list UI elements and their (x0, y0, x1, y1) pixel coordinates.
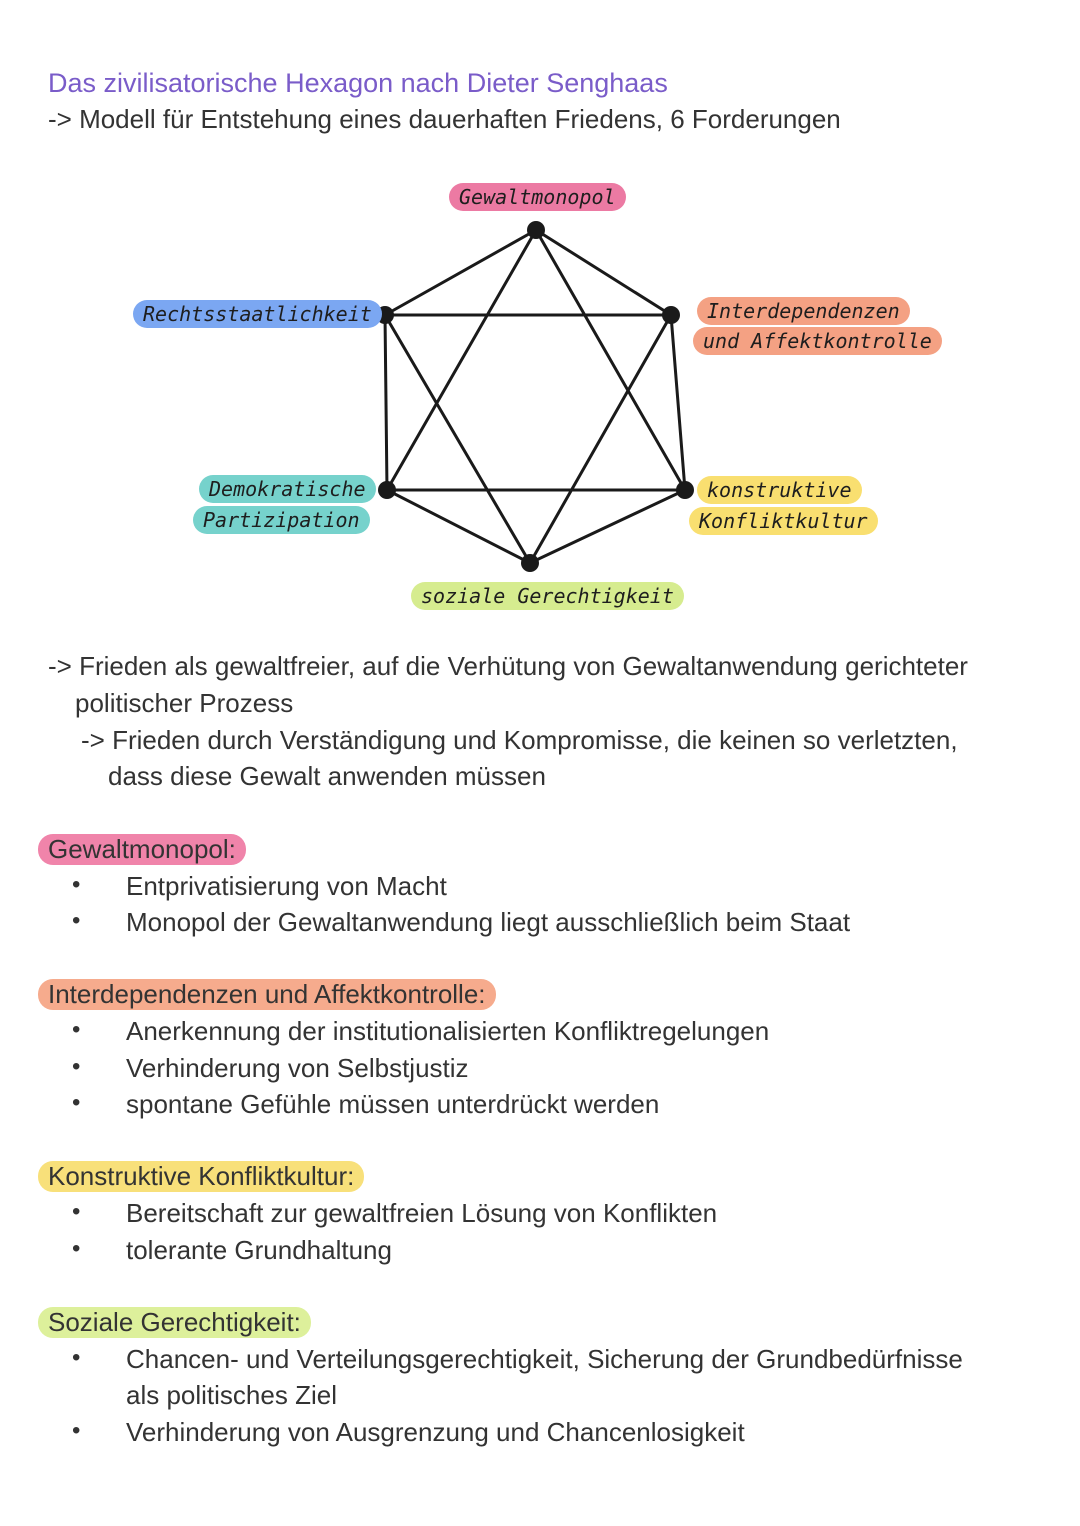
section-heading-konfliktkultur: Konstruktive Konfliktkultur: (38, 1161, 364, 1192)
node-lower-right (676, 481, 694, 499)
node-bottom (521, 554, 539, 572)
triangle-edge (536, 230, 685, 490)
section-heading-soziale-gerechtigkeit: Soziale Gerechtigkeit: (38, 1307, 311, 1338)
hexagon-diagram (0, 170, 1080, 630)
node-lower-left (378, 481, 396, 499)
hexagon-edge (536, 230, 671, 315)
list-item: • tolerante Grundhaltung (126, 1235, 392, 1266)
label-konstruktive: konstruktive (697, 476, 862, 504)
label-konfliktkultur: Konfliktkultur (689, 507, 878, 535)
hexagon-edge (671, 315, 685, 490)
intro-line: -> Frieden durch Verständigung und Kompromisse, die keinen so verletzten, (81, 725, 958, 755)
page-title: Das zivilisatorische Hexagon nach Dieter Senghaas (48, 68, 668, 98)
intro-line: -> Frieden als gewaltfreier, auf die Verhütung von Gewaltanwendung gerichteter (48, 651, 968, 681)
list-item-continuation: als politisches Ziel (126, 1380, 337, 1410)
list-item: • Verhinderung von Ausgrenzung und Chancenlosigkeit (126, 1417, 745, 1448)
hexagon-edge (530, 490, 685, 563)
list-item: • Bereitschaft zur gewaltfreien Lösung von Konflikten (126, 1198, 717, 1229)
label-demokratische: Demokratische (199, 475, 376, 503)
page-subtitle: -> Modell für Entstehung eines dauerhaften Friedens, 6 Forderungen (48, 104, 841, 134)
section-heading-interdependenzen: Interdependenzen und Affektkontrolle: (38, 979, 496, 1010)
node-upper-right (662, 306, 680, 324)
label-rechtsstaatlichkeit: Rechtsstaatlichkeit (133, 300, 382, 328)
list-item: • spontane Gefühle müssen unterdrückt werden (126, 1089, 659, 1120)
list-item: • Entprivatisierung von Macht (126, 871, 447, 902)
list-item: • Monopol der Gewaltanwendung liegt ausschließlich beim Staat (126, 907, 850, 938)
list-item: • Verhinderung von Selbstjustiz (126, 1053, 469, 1084)
label-affektkontrolle: und Affektkontrolle (693, 327, 942, 355)
hexagon-edge (385, 315, 387, 490)
triangle-edge (387, 230, 536, 490)
label-gewaltmonopol: Gewaltmonopol (449, 183, 626, 211)
node-top (527, 221, 545, 239)
list-item: • Chancen- und Verteilungsgerechtigkeit, Sicherung der Grundbedürfnisse (126, 1344, 963, 1375)
label-partizipation: Partizipation (193, 506, 370, 534)
intro-line: dass diese Gewalt anwenden müssen (108, 761, 546, 791)
intro-line: politischer Prozess (75, 688, 294, 718)
list-item: • Anerkennung der institutionalisierten Konfliktregelungen (126, 1016, 769, 1047)
label-soziale-gerechtigkeit: soziale Gerechtigkeit (411, 582, 684, 610)
triangle-edge (530, 315, 671, 563)
section-heading-gewaltmonopol: Gewaltmonopol: (38, 834, 246, 865)
label-interdependenzen: Interdependenzen (697, 297, 910, 325)
